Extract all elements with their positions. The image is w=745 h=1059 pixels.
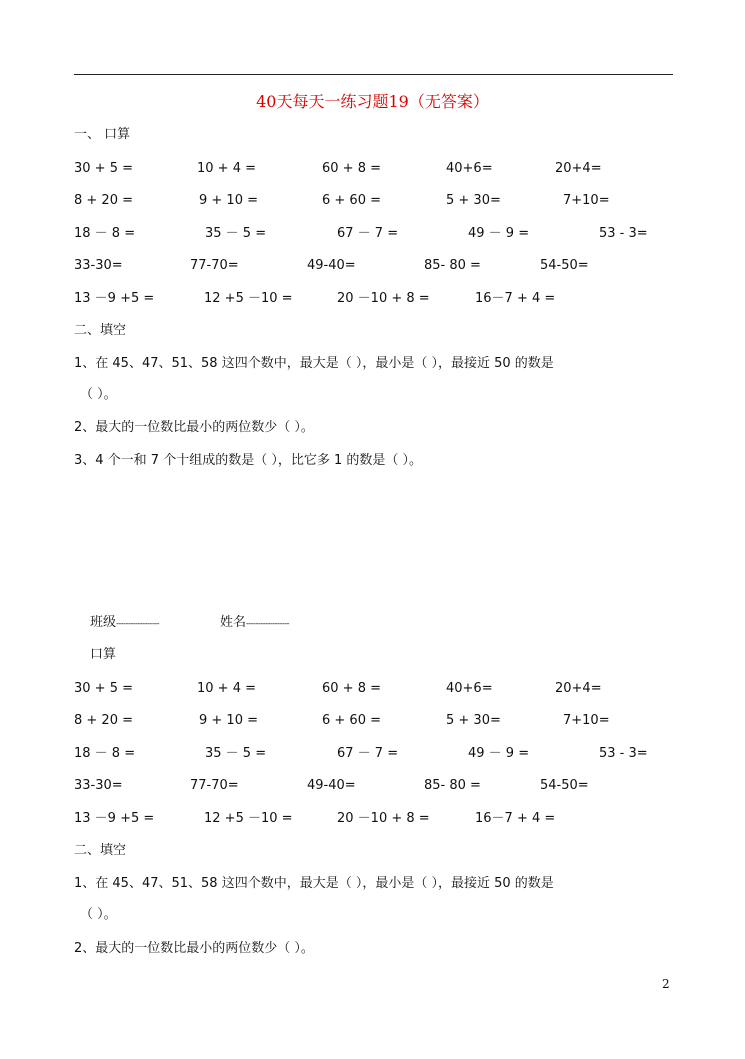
- calc-item: 5 + 30=: [446, 713, 501, 728]
- calc-item: 49-40=: [307, 778, 356, 793]
- class-label: 班级: [90, 615, 117, 630]
- calc-item: 53 - 3=: [599, 226, 648, 241]
- question-1-continued: （ ）。: [80, 387, 117, 402]
- section-oral-calc-heading: 口算: [90, 647, 117, 662]
- calc-item: 67 － 7 =: [337, 746, 399, 761]
- calc-item: 40+6=: [446, 161, 493, 176]
- calc-row: [0, 291, 745, 307]
- name-label: 姓名: [220, 615, 247, 630]
- calc-item: 8 + 20 =: [74, 713, 133, 728]
- question-1: 1、在 45、47、51、58 这四个数中，最大是（ ），最小是（ ），最接近 50 的数是: [74, 876, 554, 891]
- question-3: 3、4 个一和 7 个十组成的数是（ ），比它多 1 的数是（ ）。: [74, 453, 423, 468]
- calc-item: 8 + 20 =: [74, 193, 133, 208]
- calc-item: 77-70=: [190, 778, 239, 793]
- calc-item: 9 + 10 =: [199, 713, 258, 728]
- question-2: 2、最大的一位数比最小的两位数少（ ）。: [74, 941, 314, 956]
- calc-item: 7+10=: [563, 193, 610, 208]
- calc-item: 40+6=: [446, 681, 493, 696]
- calc-item: 30 + 5 =: [74, 681, 133, 696]
- question-1: 1、在 45、47、51、58 这四个数中，最大是（ ），最小是（ ），最接近 50 的数是: [74, 356, 554, 371]
- calc-item: 49 － 9 =: [468, 746, 530, 761]
- calc-item: 16－7 + 4 =: [475, 811, 556, 826]
- name-line: ------------------: [246, 619, 289, 628]
- question-1-continued: （ ）。: [80, 907, 117, 922]
- calc-item: 5 + 30=: [446, 193, 501, 208]
- calc-item: 7+10=: [563, 713, 610, 728]
- calc-item: 12 +5 －10 =: [204, 291, 293, 306]
- calc-item: 30 + 5 =: [74, 161, 133, 176]
- header-rule: [74, 74, 673, 75]
- calc-item: 33-30=: [74, 258, 123, 273]
- page-number: 2: [662, 977, 670, 991]
- calc-item: 54-50=: [540, 258, 589, 273]
- calc-item: 35 － 5 =: [205, 746, 267, 761]
- class-field: [90, 615, 159, 632]
- calc-row: [0, 226, 745, 242]
- calc-row: [0, 713, 745, 729]
- calc-item: 49-40=: [307, 258, 356, 273]
- calc-item: 77-70=: [190, 258, 239, 273]
- calc-row: [0, 193, 745, 209]
- calc-row: [0, 746, 745, 762]
- calc-item: 13 －9 +5 =: [74, 291, 155, 306]
- calc-item: 6 + 60 =: [322, 713, 381, 728]
- calc-row: [0, 161, 745, 177]
- calc-item: 54-50=: [540, 778, 589, 793]
- calc-item: 33-30=: [74, 778, 123, 793]
- section-oral-calc-heading: 一、 口算: [74, 127, 131, 142]
- calc-item: 35 － 5 =: [205, 226, 267, 241]
- calc-item: 20+4=: [555, 681, 602, 696]
- name-field: [220, 615, 289, 632]
- page-title: 40天每天一练习题19（无答案）: [256, 92, 489, 111]
- calc-item: 20 －10 + 8 =: [337, 811, 430, 826]
- calc-item: 20 －10 + 8 =: [337, 291, 430, 306]
- section-fill-blank-heading: 二、填空: [74, 323, 127, 338]
- calc-item: 18 － 8 =: [74, 226, 136, 241]
- calc-item: 13 －9 +5 =: [74, 811, 155, 826]
- calc-item: 10 + 4 =: [197, 161, 256, 176]
- calc-item: 53 - 3=: [599, 746, 648, 761]
- calc-item: 6 + 60 =: [322, 193, 381, 208]
- class-line: ------------------: [116, 619, 159, 628]
- question-2: 2、最大的一位数比最小的两位数少（ ）。: [74, 420, 314, 435]
- calc-item: 60 + 8 =: [322, 161, 381, 176]
- calc-item: 85- 80 =: [424, 778, 481, 793]
- calc-item: 16－7 + 4 =: [475, 291, 556, 306]
- section-fill-blank-heading: 二、填空: [74, 843, 127, 858]
- calc-item: 20+4=: [555, 161, 602, 176]
- calc-item: 60 + 8 =: [322, 681, 381, 696]
- calc-item: 67 － 7 =: [337, 226, 399, 241]
- calc-row: [0, 778, 745, 794]
- calc-item: 49 － 9 =: [468, 226, 530, 241]
- calc-item: 12 +5 －10 =: [204, 811, 293, 826]
- calc-row: [0, 681, 745, 697]
- calc-item: 9 + 10 =: [199, 193, 258, 208]
- calc-item: 85- 80 =: [424, 258, 481, 273]
- calc-row: [0, 811, 745, 827]
- calc-row: [0, 258, 745, 274]
- calc-item: 18 － 8 =: [74, 746, 136, 761]
- calc-item: 10 + 4 =: [197, 681, 256, 696]
